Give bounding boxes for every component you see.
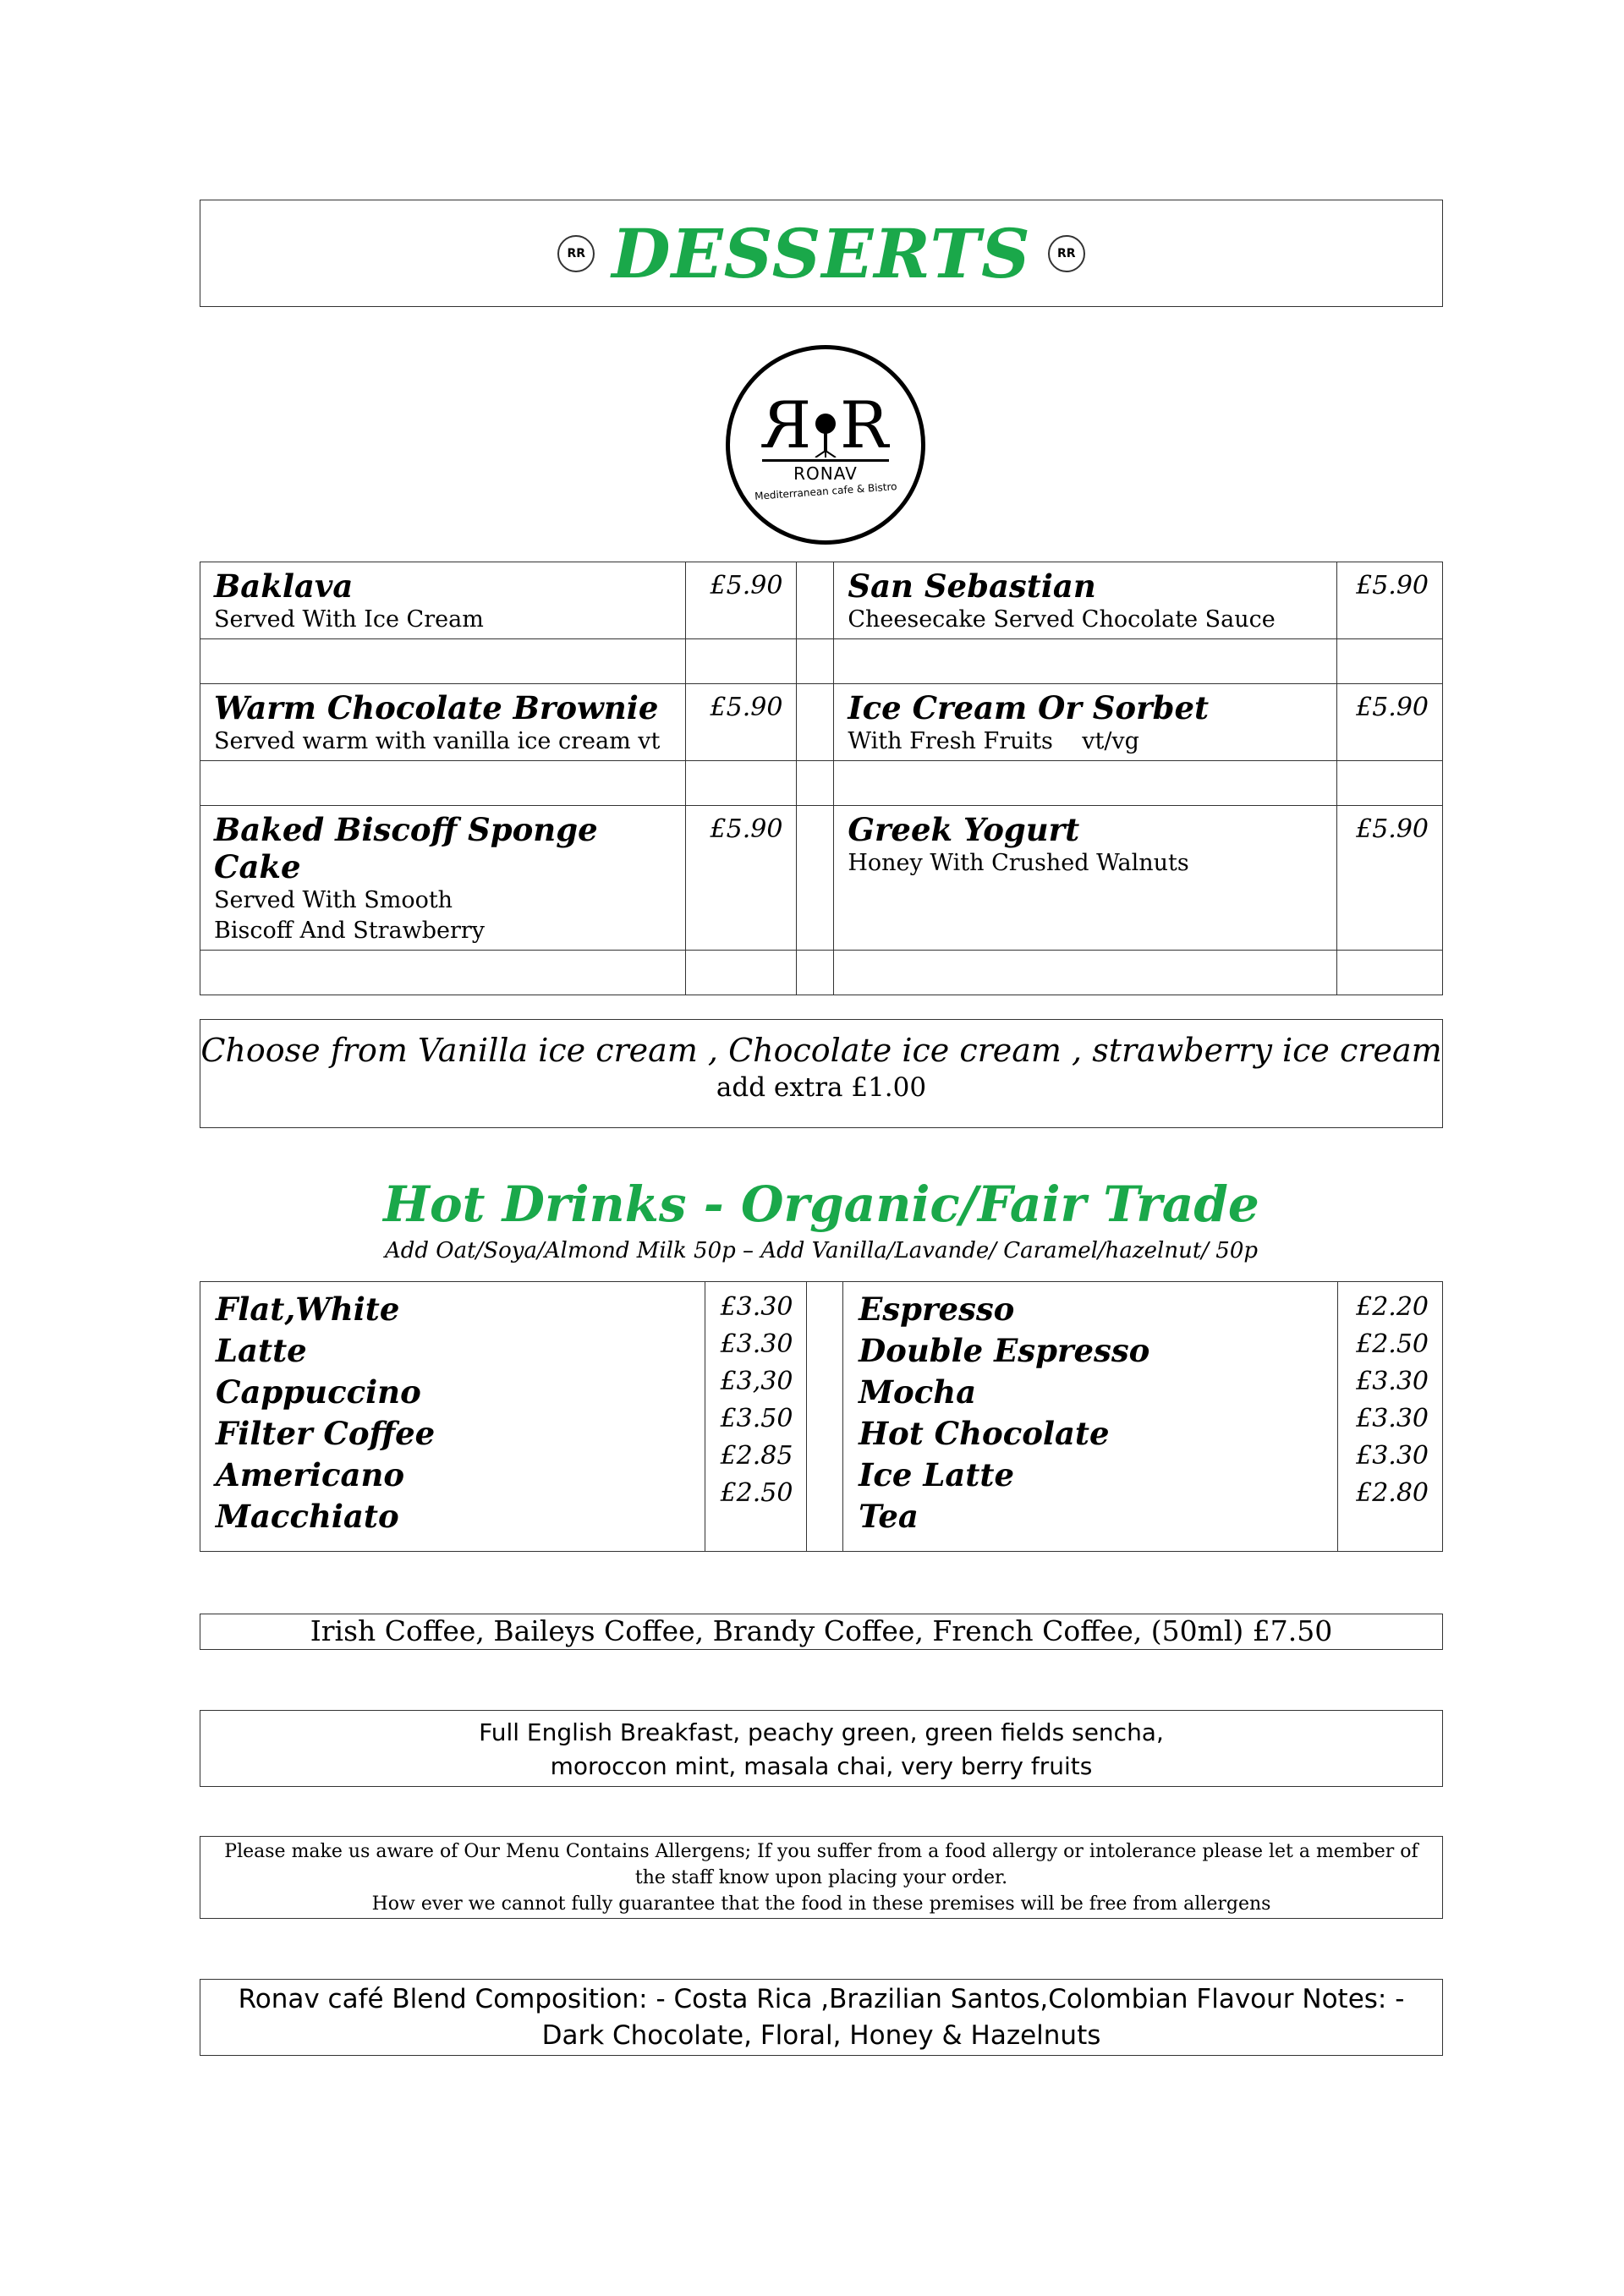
dessert-price: £5.90 [1336,562,1442,639]
ronav-logo [726,345,925,545]
dessert-description: Served With Ice Cream [214,606,484,633]
table-row [200,1282,1443,1552]
allergen-line: the staff know upon placing your order. [634,1867,1008,1888]
hot-drinks-title: Hot Drinks - Organic/Fair Trade [383,1175,1259,1233]
dessert-item [834,806,1337,951]
drink-price: £3.30 [720,1329,793,1359]
drink-name: Filter Coffee [216,1415,436,1452]
drink-price: £2.50 [720,1478,793,1508]
drink-price: £2.80 [1356,1478,1429,1508]
drink-name: Tea [859,1498,919,1535]
ice-cream-extra-price: add extra £1.00 [716,1072,927,1103]
liqueur-coffees-text: Irish Coffee, Baileys Coffee, Brandy Coffee, French Coffee, (50ml) £7.50 [310,1614,1333,1647]
drink-name: Americano [216,1456,405,1493]
drink-price: £3.30 [1356,1367,1429,1396]
drink-name: Double Espresso [859,1332,1150,1369]
dessert-item [200,562,686,639]
dessert-name: Ice Cream Or Sorbet [848,689,1210,726]
dessert-description: Served With Smooth [214,887,453,913]
dessert-item [200,684,686,761]
dessert-price: £5.90 [1336,684,1442,761]
drink-name: Espresso [859,1290,1015,1328]
page-title: DESSERTS [612,213,1031,293]
logo-name: RONAV [793,463,858,484]
ice-cream-choice-text: Choose from Vanilla ice cream , Chocolate ice cream , strawberry ice cream [200,1032,1442,1069]
mini-logo-text: RR [1056,246,1076,260]
dessert-price: £5.90 [686,562,797,639]
drink-price: £2.50 [1356,1329,1429,1359]
table-row [200,761,1443,806]
dessert-name: Greek Yogurt [848,811,1080,848]
ronav-mini-logo-icon [1048,235,1085,272]
mini-logo-text: RR [567,246,586,260]
spacer-cell [797,806,834,951]
spacer-cell [797,684,834,761]
dessert-name: Baklava [214,567,354,605]
drink-name: Cappuccino [216,1373,421,1411]
liqueur-coffees-box [200,1614,1443,1650]
dessert-description: Biscoff And Strawberry [214,918,486,944]
ronav-mini-logo-icon [557,235,595,272]
drink-price: £2.20 [1356,1292,1429,1322]
dessert-item [834,684,1337,761]
allergen-line: Please make us aware of Our Menu Contains Allergens; If you suffer from a food allergy or intolerance please let a member of [224,1841,1418,1862]
drink-name: Macchiato [216,1498,399,1535]
drink-price: £3.30 [1356,1441,1429,1471]
title-box [200,200,1443,307]
drink-name: Mocha [859,1373,977,1411]
drinks-prices-right [1338,1282,1443,1552]
drink-price: £2.85 [720,1441,793,1471]
drinks-names-left [200,1282,705,1552]
dessert-name: Warm Chocolate Brownie [214,689,659,726]
desserts-table [200,562,1443,995]
table-row [200,951,1443,995]
logo-tagline: Mediterranean cafe & Bistro [754,479,897,502]
table-row [200,806,1443,951]
allergen-notice-box [200,1836,1443,1919]
dessert-price: £5.90 [1336,806,1442,951]
teas-line: Full English Breakfast, peachy green, green fields sencha, [479,1718,1164,1746]
logo-mark-icon: R R [765,386,886,463]
drink-price: £3.30 [1356,1404,1429,1433]
table-row [200,684,1443,761]
drink-price: £3,30 [720,1367,793,1396]
dessert-description: Served warm with vanilla ice cream vt [214,728,661,754]
hot-drinks-subtitle: Add Oat/Soya/Almond Milk 50p – Add Vanilla/Lavande/ Caramel/hazelnut/ 50p [384,1238,1259,1263]
dessert-name: San Sebastian [848,567,1096,605]
blend-composition-text: Ronav café Blend Composition: - Costa Rica ,Brazilian Santos,Colombian Flavour Notes: - Dark Chocolate, Floral, Honey & Hazelnuts [238,1984,1405,2051]
ice-cream-choice-box [200,1019,1443,1128]
spacer-cell [797,562,834,639]
dessert-description: Honey With Crushed Walnuts [848,850,1189,876]
drink-name: Hot Chocolate [859,1415,1110,1452]
drink-name: Flat,White [216,1290,400,1328]
teas-box [200,1710,1443,1787]
drink-name: Latte [216,1332,307,1369]
allergen-line: How ever we cannot fully guarantee that the food in these premises will be free from allergens [371,1893,1271,1915]
hot-drinks-table [200,1281,1443,1552]
blend-composition-box [200,1979,1443,2056]
dessert-description: With Fresh Fruits vt/vg [848,728,1139,754]
drink-price: £3.50 [720,1404,793,1433]
dessert-name: Baked Biscoff Sponge Cake [214,811,598,885]
dessert-description: Cheesecake Served Chocolate Sauce [848,606,1276,633]
table-row [200,639,1443,684]
dessert-price: £5.90 [686,806,797,951]
dessert-price: £5.90 [686,684,797,761]
spacer-cell [807,1282,843,1552]
dessert-item [200,806,686,951]
table-row [200,562,1443,639]
drink-name: Ice Latte [859,1456,1015,1493]
drinks-names-right [843,1282,1338,1552]
drink-price: £3.30 [720,1292,793,1322]
drinks-prices-left [705,1282,807,1552]
tree-icon [811,410,840,458]
teas-line: moroccon mint, masala chai, very berry fruits [550,1752,1093,1780]
dessert-item [834,562,1337,639]
